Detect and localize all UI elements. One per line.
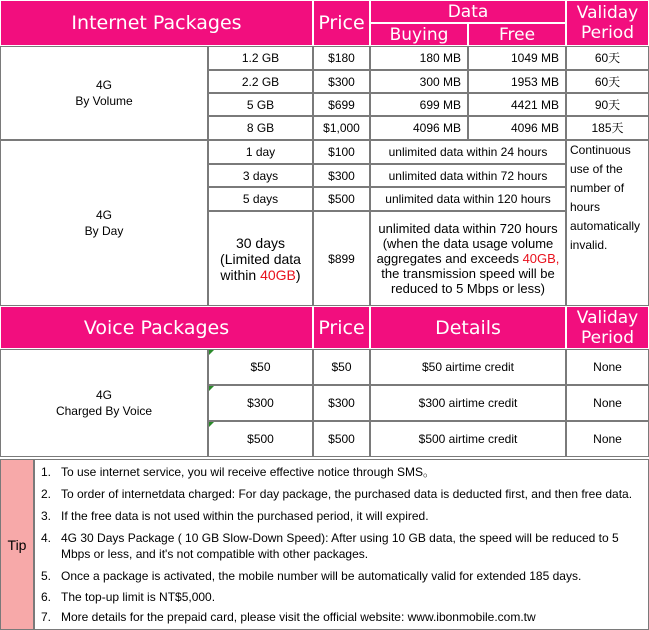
cell-marker — [209, 422, 214, 427]
volume-price-cell: $699 — [313, 93, 370, 116]
thirty-day-data-limit: 40GB, — [522, 251, 560, 266]
voice-package-value: $500 — [247, 432, 274, 446]
voice-validity-line1: Validay — [576, 307, 639, 328]
tip-number: 1. — [41, 465, 52, 479]
voice-package-cell — [208, 421, 313, 457]
voice-validity-cell: None — [566, 349, 649, 385]
tips-list — [34, 459, 649, 630]
thirty-day-line3 — [220, 267, 300, 283]
by-volume-label-line2: By Volume — [75, 94, 133, 108]
tip-item — [41, 508, 641, 524]
by-day-label-line1: 4G — [95, 208, 112, 222]
tip-number: 6. — [41, 590, 52, 604]
voice-validity-cell: None — [566, 385, 649, 421]
thirty-day-data-line2: (when the data usage volume — [382, 236, 554, 251]
day-data-cell: unlimited data within 72 hours — [370, 164, 566, 187]
volume-package-cell: 1.2 GB — [208, 46, 313, 70]
day-price-cell: $300 — [313, 164, 370, 187]
buying-title: Buying — [389, 24, 449, 45]
tip-item — [41, 609, 641, 625]
thirty-day-data-line3-pre: aggregates and exceeds — [376, 251, 523, 266]
tip-number: 7. — [41, 610, 52, 624]
voice-package-value: $50 — [250, 360, 271, 374]
day-data-cell: unlimited data within 120 hours — [370, 187, 566, 211]
validity-title-line1: Validay — [576, 3, 639, 23]
volume-buying-cell: 699 MB — [370, 93, 468, 116]
volume-price-cell: $1,000 — [313, 116, 370, 140]
voice-details-header — [370, 306, 566, 349]
voice-validity-cell: None — [566, 421, 649, 457]
tip-item — [41, 589, 641, 605]
tip-text: To order of internetdata charged: For day package, the purchased data is deducted first, and then free data. — [61, 487, 633, 501]
thirty-day-line3-post: ) — [295, 266, 301, 283]
tip-text: To use internet service, you wil receive effective notice through SMS。 — [61, 465, 435, 479]
tip-number: 3. — [41, 509, 52, 523]
voice-validity-line2: Period — [580, 327, 634, 348]
voice-packages-header — [0, 306, 313, 349]
day-price-cell: $100 — [313, 140, 370, 164]
by-volume-label — [0, 46, 208, 140]
volume-package-cell: 5 GB — [208, 93, 313, 116]
voice-price-header — [313, 306, 370, 349]
tip-label: Tip — [0, 459, 34, 630]
thirty-day-line1: 30 days — [235, 234, 286, 251]
day-price-cell: $500 — [313, 187, 370, 211]
voice-price-cell: $50 — [313, 349, 370, 385]
by-day-validity-line: number of — [570, 181, 625, 195]
by-day-label — [0, 140, 208, 306]
thirty-day-price-cell: $899 — [313, 211, 370, 306]
volume-price-cell: $180 — [313, 46, 370, 70]
day-package-cell: 5 days — [208, 187, 313, 211]
volume-free-cell: 4421 MB — [468, 93, 566, 116]
data-header — [370, 0, 566, 23]
thirty-day-line3-pre: within — [220, 266, 261, 283]
tip-text: The top-up limit is NT$5,000. — [61, 590, 216, 604]
voice-package-cell — [208, 385, 313, 421]
volume-buying-cell: 180 MB — [370, 46, 468, 70]
volume-validity-cell: 60天 — [566, 70, 649, 93]
day-data-cell: unlimited data within 24 hours — [370, 140, 566, 164]
day-package-cell: 3 days — [208, 164, 313, 187]
thirty-day-limit: 40GB — [260, 266, 296, 283]
volume-validity-cell: 185天 — [566, 116, 649, 140]
cell-marker — [209, 386, 214, 391]
thirty-day-data-line5: reduced to 5 Mbps or less) — [391, 281, 545, 296]
volume-package-cell: 2.2 GB — [208, 70, 313, 93]
voice-details-title: Details — [435, 316, 501, 339]
voice-price-cell: $300 — [313, 385, 370, 421]
thirty-day-line2: (Limited data — [220, 250, 301, 267]
voice-details-cell: $300 airtime credit — [370, 385, 566, 421]
by-day-label-line2: By Day — [84, 224, 124, 238]
day-package-cell: 1 day — [208, 140, 313, 164]
voice-price-title: Price — [318, 316, 365, 339]
tip-number: 4. — [41, 531, 52, 545]
voice-price-cell: $500 — [313, 421, 370, 457]
by-day-validity-line: use of the — [570, 162, 623, 176]
voice-packages-title: Voice Packages — [83, 316, 230, 339]
voice-details-cell: $50 airtime credit — [370, 349, 566, 385]
volume-buying-cell: 4096 MB — [370, 116, 468, 140]
tip-item — [41, 530, 641, 562]
validity-title-line2: Period — [580, 23, 634, 43]
by-day-validity-line: hours — [570, 200, 601, 214]
tip-number: 2. — [41, 487, 52, 501]
voice-package-cell — [208, 349, 313, 385]
tip-text: 4G 30 Days Package ( 10 GB Slow-Down Speed): After using 10 GB data, the speed will be reduced to 5 Mbps or less, and it's not compatible with other packages. — [61, 531, 619, 561]
volume-validity-cell: 60天 — [566, 46, 649, 70]
tip-item — [41, 464, 641, 480]
by-day-validity-line: invalid. — [570, 238, 608, 252]
free-header — [468, 23, 566, 46]
voice-package-value: $300 — [247, 396, 274, 410]
internet-price-header — [313, 0, 370, 46]
volume-free-cell: 1049 MB — [468, 46, 566, 70]
cell-marker — [209, 350, 214, 355]
voice-details-cell: $500 airtime credit — [370, 421, 566, 457]
by-day-validity-cell — [566, 140, 649, 306]
by-volume-label-line1: 4G — [95, 78, 112, 92]
thirty-day-package-cell — [208, 211, 313, 306]
voice-label-line1: 4G — [95, 388, 112, 402]
tip-item — [41, 486, 641, 502]
charged-by-voice-label — [0, 349, 208, 457]
tip-item — [41, 568, 641, 584]
buying-header — [370, 23, 468, 46]
volume-validity-cell: 90天 — [566, 93, 649, 116]
internet-packages-header — [0, 0, 313, 46]
internet-validity-header — [566, 0, 649, 46]
thirty-day-data-line1: unlimited data within 720 hours — [378, 221, 558, 236]
free-title: Free — [498, 24, 536, 45]
tip-text: If the free data is not used within the purchased period, it will expired. — [61, 509, 429, 523]
volume-free-cell: 4096 MB — [468, 116, 566, 140]
voice-label-line2: Charged By Voice — [55, 404, 153, 418]
volume-free-cell: 1953 MB — [468, 70, 566, 93]
thirty-day-data-line3 — [377, 251, 560, 266]
thirty-day-data-cell — [370, 211, 566, 306]
thirty-day-data-line4: the transmission speed will be — [381, 266, 555, 281]
tip-text: More details for the prepaid card, please visit the official website: www.ibonmobile.com.tw — [61, 610, 536, 624]
volume-package-cell: 8 GB — [208, 116, 313, 140]
by-day-validity-line: automatically — [570, 219, 641, 233]
tip-text: Once a package is activated, the mobile number will be automatically valid for extended 185 days. — [61, 569, 582, 583]
internet-price-title: Price — [318, 12, 365, 34]
data-title: Data — [447, 1, 489, 22]
by-day-validity-line: Continuous — [570, 143, 631, 157]
internet-packages-title: Internet Packages — [71, 12, 242, 34]
tip-number: 5. — [41, 569, 52, 583]
volume-price-cell: $300 — [313, 70, 370, 93]
volume-buying-cell: 300 MB — [370, 70, 468, 93]
voice-validity-header — [566, 306, 649, 349]
